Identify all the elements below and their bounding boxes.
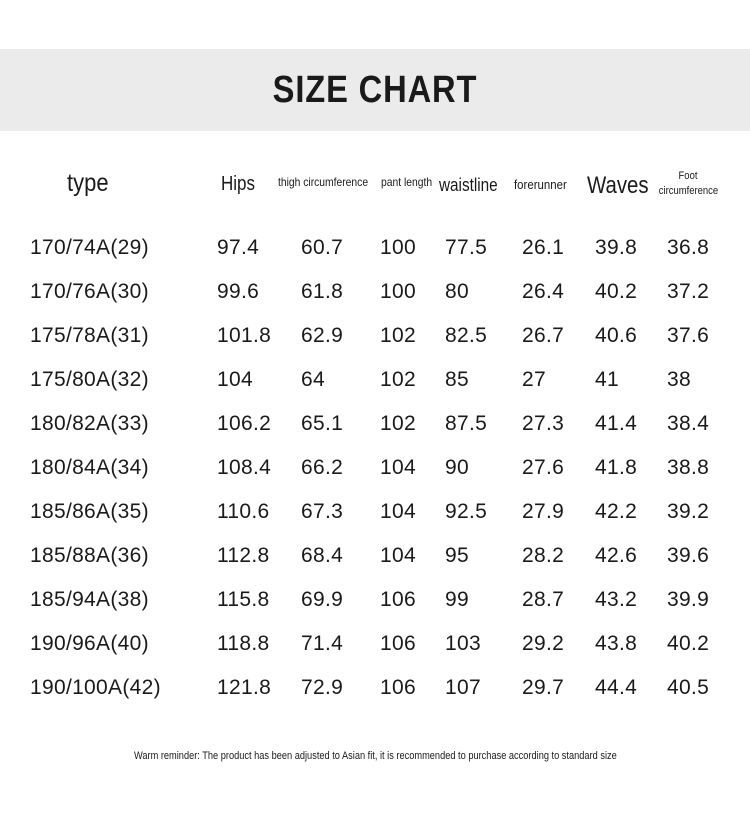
- header-type: type: [67, 169, 109, 197]
- table-row: [0, 271, 750, 315]
- table-cell: 26.4: [522, 280, 565, 303]
- table-row: [0, 359, 750, 403]
- table-cell: 62.9: [301, 324, 344, 347]
- table-row: [0, 315, 750, 359]
- table-cell: 102: [380, 324, 416, 347]
- header-thigh-circumference: thigh circumference: [278, 175, 369, 189]
- table-cell: 85: [445, 368, 469, 391]
- table-cell: 27: [522, 368, 546, 391]
- table-cell: 38: [667, 368, 691, 391]
- table-cell: 121.8: [217, 676, 272, 699]
- table-cell: 106: [380, 676, 416, 699]
- table-cell: 65.1: [301, 412, 344, 435]
- table-cell: 39.2: [667, 500, 710, 523]
- table-cell: 115.8: [217, 588, 270, 611]
- table-cell: 67.3: [301, 500, 344, 523]
- table-cell: 87.5: [445, 412, 488, 435]
- table-cell: 29.2: [522, 632, 565, 655]
- table-cell: 112.8: [217, 544, 270, 567]
- table-row: [0, 667, 750, 711]
- table-cell: 104: [380, 544, 416, 567]
- size-label-cell: 190/96A(40): [30, 632, 149, 655]
- table-cell: 41.8: [595, 456, 638, 479]
- header-foot-circumference: Foot circumference: [658, 170, 719, 197]
- size-label-cell: 175/78A(31): [30, 324, 149, 347]
- table-cell: 41.4: [595, 412, 638, 435]
- table-cell: 100: [380, 236, 416, 259]
- title-banner: [0, 49, 750, 131]
- size-table-body: [0, 227, 750, 711]
- table-cell: 42.6: [595, 544, 638, 567]
- table-row: [0, 579, 750, 623]
- table-cell: 103: [445, 632, 481, 655]
- table-cell: 110.6: [217, 500, 270, 523]
- table-cell: 40.2: [667, 632, 710, 655]
- table-row: [0, 403, 750, 447]
- table-cell: 28.7: [522, 588, 565, 611]
- table-row: [0, 491, 750, 535]
- table-cell: 107: [445, 676, 481, 699]
- table-cell: 99.6: [217, 280, 260, 303]
- table-cell: 104: [217, 368, 253, 391]
- table-cell: 92.5: [445, 500, 488, 523]
- table-cell: 38.4: [667, 412, 710, 435]
- table-cell: 102: [380, 412, 416, 435]
- table-cell: 61.8: [301, 280, 344, 303]
- table-cell: 27.6: [522, 456, 565, 479]
- table-cell: 100: [380, 280, 416, 303]
- size-label-cell: 170/76A(30): [30, 280, 149, 303]
- table-cell: 101.8: [217, 324, 272, 347]
- table-row: [0, 623, 750, 667]
- table-row: [0, 447, 750, 491]
- size-label-cell: 180/82A(33): [30, 412, 149, 435]
- header-forerunner: forerunner: [514, 177, 567, 192]
- table-cell: 118.8: [217, 632, 270, 655]
- table-cell: 39.9: [667, 588, 710, 611]
- table-cell: 39.6: [667, 544, 710, 567]
- size-label-cell: 185/88A(36): [30, 544, 149, 567]
- size-label-cell: 190/100A(42): [30, 676, 161, 699]
- table-cell: 27.3: [522, 412, 565, 435]
- table-cell: 64: [301, 368, 325, 391]
- table-cell: 38.8: [667, 456, 710, 479]
- header-hips: Hips: [221, 173, 256, 195]
- table-cell: 69.9: [301, 588, 344, 611]
- table-cell: 42.2: [595, 500, 638, 523]
- table-cell: 72.9: [301, 676, 344, 699]
- table-cell: 97.4: [217, 236, 260, 259]
- table-cell: 43.8: [595, 632, 638, 655]
- table-row: [0, 227, 750, 271]
- header-pant-length: pant length: [381, 175, 433, 189]
- table-cell: 108.4: [217, 456, 272, 479]
- table-cell: 106: [380, 632, 416, 655]
- size-label-cell: 180/84A(34): [30, 456, 149, 479]
- table-cell: 66.2: [301, 456, 344, 479]
- table-cell: 104: [380, 456, 416, 479]
- table-cell: 40.2: [595, 280, 638, 303]
- table-cell: 80: [445, 280, 469, 303]
- table-cell: 40.6: [595, 324, 638, 347]
- warm-reminder-text: Warm reminder: The product has been adjusted to Asian fit, it is recommended to purchase according to standard size: [133, 750, 617, 762]
- size-label-cell: 175/80A(32): [30, 368, 149, 391]
- table-cell: 26.1: [522, 236, 565, 259]
- table-row: [0, 535, 750, 579]
- table-cell: 43.2: [595, 588, 638, 611]
- table-cell: 82.5: [445, 324, 488, 347]
- table-cell: 104: [380, 500, 416, 523]
- page-title: SIZE CHART: [272, 68, 478, 111]
- table-cell: 90: [445, 456, 469, 479]
- table-cell: 36.8: [667, 236, 710, 259]
- table-cell: 77.5: [445, 236, 488, 259]
- table-cell: 60.7: [301, 236, 344, 259]
- header-waistline: waistline: [439, 175, 498, 195]
- table-cell: 37.2: [667, 280, 710, 303]
- table-cell: 44.4: [595, 676, 638, 699]
- table-cell: 41: [595, 368, 619, 391]
- table-cell: 27.9: [522, 500, 565, 523]
- table-cell: 106: [380, 588, 416, 611]
- table-cell: 26.7: [522, 324, 565, 347]
- table-cell: 102: [380, 368, 416, 391]
- warm-reminder: [0, 750, 750, 762]
- size-label-cell: 185/94A(38): [30, 588, 149, 611]
- table-cell: 68.4: [301, 544, 344, 567]
- size-label-cell: 185/86A(35): [30, 500, 149, 523]
- size-label-cell: 170/74A(29): [30, 236, 149, 259]
- table-cell: 40.5: [667, 676, 710, 699]
- table-cell: 71.4: [301, 632, 344, 655]
- table-cell: 99: [445, 588, 469, 611]
- header-waves: Waves: [587, 172, 649, 199]
- table-cell: 29.7: [522, 676, 565, 699]
- table-cell: 39.8: [595, 236, 638, 259]
- table-cell: 106.2: [217, 412, 272, 435]
- table-cell: 95: [445, 544, 469, 567]
- table-cell: 28.2: [522, 544, 565, 567]
- table-cell: 37.6: [667, 324, 710, 347]
